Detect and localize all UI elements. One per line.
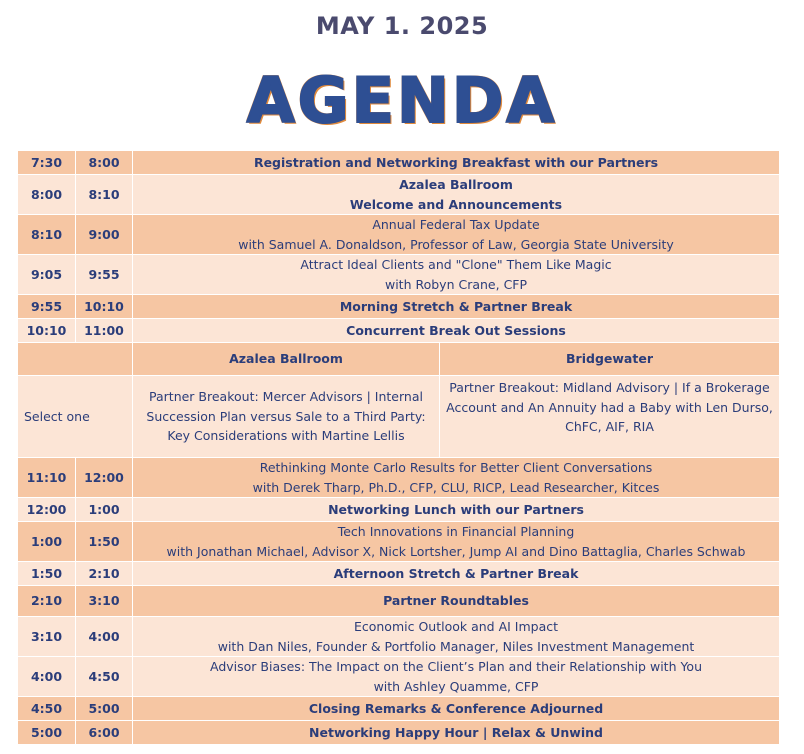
start-time: 1:50 <box>18 562 76 586</box>
agenda-row <box>18 458 780 498</box>
end-time: 5:00 <box>76 697 133 721</box>
end-time: 12:00 <box>76 458 133 498</box>
session-subtitle: with Jonathan Michael, Advisor X, Nick Lortsher, Jump AI and Dino Battaglia, Charles Schwab <box>166 543 746 559</box>
end-time: 9:00 <box>76 215 133 255</box>
session-subtitle: with Ashley Quamme, CFP <box>373 678 539 694</box>
end-time: 8:10 <box>76 175 133 215</box>
start-time: 4:00 <box>18 657 76 697</box>
start-time: 4:50 <box>18 697 76 721</box>
agenda-row <box>18 255 780 295</box>
end-time: 1:50 <box>76 522 133 562</box>
page-title: AGENDA <box>246 64 558 137</box>
start-time: 5:00 <box>18 721 76 745</box>
session-subtitle: Welcome and Announcements <box>349 196 563 212</box>
event-date: MAY 1. 2025 <box>315 12 489 40</box>
session-title: Partner Roundtables <box>133 586 780 617</box>
agenda-row <box>18 697 780 721</box>
agenda-row <box>18 617 780 657</box>
session-title: Registration and Networking Breakfast with our Partners <box>133 151 780 175</box>
start-time: 3:10 <box>18 617 76 657</box>
session-title: Concurrent Break Out Sessions <box>133 319 780 343</box>
end-time: 6:00 <box>76 721 133 745</box>
end-time: 9:55 <box>76 255 133 295</box>
start-time: 1:00 <box>18 522 76 562</box>
session-cell <box>133 215 780 255</box>
breakout-sessions-row <box>18 376 780 458</box>
agenda-row <box>18 721 780 745</box>
breakout-room-header-row <box>18 343 780 376</box>
agenda-row <box>18 215 780 255</box>
agenda-row <box>18 498 780 522</box>
end-time: 1:00 <box>76 498 133 522</box>
session-title: Azalea Ballroom <box>399 177 513 192</box>
select-one-label: Select one <box>18 376 133 458</box>
end-time: 4:00 <box>76 617 133 657</box>
start-time: 9:05 <box>18 255 76 295</box>
session-title: Annual Federal Tax Update <box>372 217 540 232</box>
end-time: 10:10 <box>76 295 133 319</box>
start-time: 8:00 <box>18 175 76 215</box>
session-cell <box>133 255 780 295</box>
room-a-header: Azalea Ballroom <box>133 343 440 376</box>
session-title: Morning Stretch & Partner Break <box>133 295 780 319</box>
agenda-row <box>18 562 780 586</box>
session-subtitle: with Samuel A. Donaldson, Professor of Law, Georgia State University <box>238 236 674 252</box>
session-subtitle: with Dan Niles, Founder & Portfolio Manager, Niles Investment Management <box>217 638 695 654</box>
agenda-row <box>18 586 780 617</box>
session-cell <box>133 458 780 498</box>
session-title: Attract Ideal Clients and "Clone" Them Like Magic <box>300 257 612 272</box>
breakout-session-b: Partner Breakout: Midland Advisory | If a Brokerage Account and An Annuity had a Baby with Len Durso, ChFC, AIF, RIA <box>440 376 780 458</box>
start-time: 11:10 <box>18 458 76 498</box>
agenda-row <box>18 319 780 343</box>
end-time: 4:50 <box>76 657 133 697</box>
agenda-row <box>18 175 780 215</box>
session-subtitle: with Derek Tharp, Ph.D., CFP, CLU, RICP, Lead Researcher, Kitces <box>252 479 660 495</box>
session-subtitle: with Robyn Crane, CFP <box>384 276 528 292</box>
session-title: Economic Outlook and AI Impact <box>353 619 559 634</box>
session-title: Tech Innovations in Financial Planning <box>337 524 575 539</box>
session-title: Closing Remarks & Conference Adjourned <box>133 697 780 721</box>
session-title: Advisor Biases: The Impact on the Client’s Plan and their Relationship with You <box>209 659 703 674</box>
start-time: 9:55 <box>18 295 76 319</box>
end-time: 8:00 <box>76 151 133 175</box>
start-time: 10:10 <box>18 319 76 343</box>
start-time: 8:10 <box>18 215 76 255</box>
end-time: 11:00 <box>76 319 133 343</box>
start-time: 2:10 <box>18 586 76 617</box>
breakout-session-a: Partner Breakout: Mercer Advisors | Internal Succession Plan versus Sale to a Third Party: Key Considerations with Martine Lellis <box>133 376 440 458</box>
session-title: Networking Happy Hour | Relax & Unwind <box>133 721 780 745</box>
agenda-row <box>18 522 780 562</box>
agenda-row <box>18 151 780 175</box>
start-time: 12:00 <box>18 498 76 522</box>
end-time: 3:10 <box>76 586 133 617</box>
session-cell <box>133 522 780 562</box>
agenda-row <box>18 657 780 697</box>
session-cell <box>133 617 780 657</box>
partial-logo-mark <box>288 748 322 754</box>
agenda-row <box>18 295 780 319</box>
room-b-header: Bridgewater <box>440 343 780 376</box>
session-title: Afternoon Stretch & Partner Break <box>133 562 780 586</box>
session-title: Rethinking Monte Carlo Results for Better Client Conversations <box>259 460 653 475</box>
empty-cell <box>18 343 133 376</box>
session-title: Networking Lunch with our Partners <box>133 498 780 522</box>
start-time: 7:30 <box>18 151 76 175</box>
session-cell <box>133 657 780 697</box>
session-cell <box>133 175 780 215</box>
agenda-table <box>17 150 780 745</box>
end-time: 2:10 <box>76 562 133 586</box>
